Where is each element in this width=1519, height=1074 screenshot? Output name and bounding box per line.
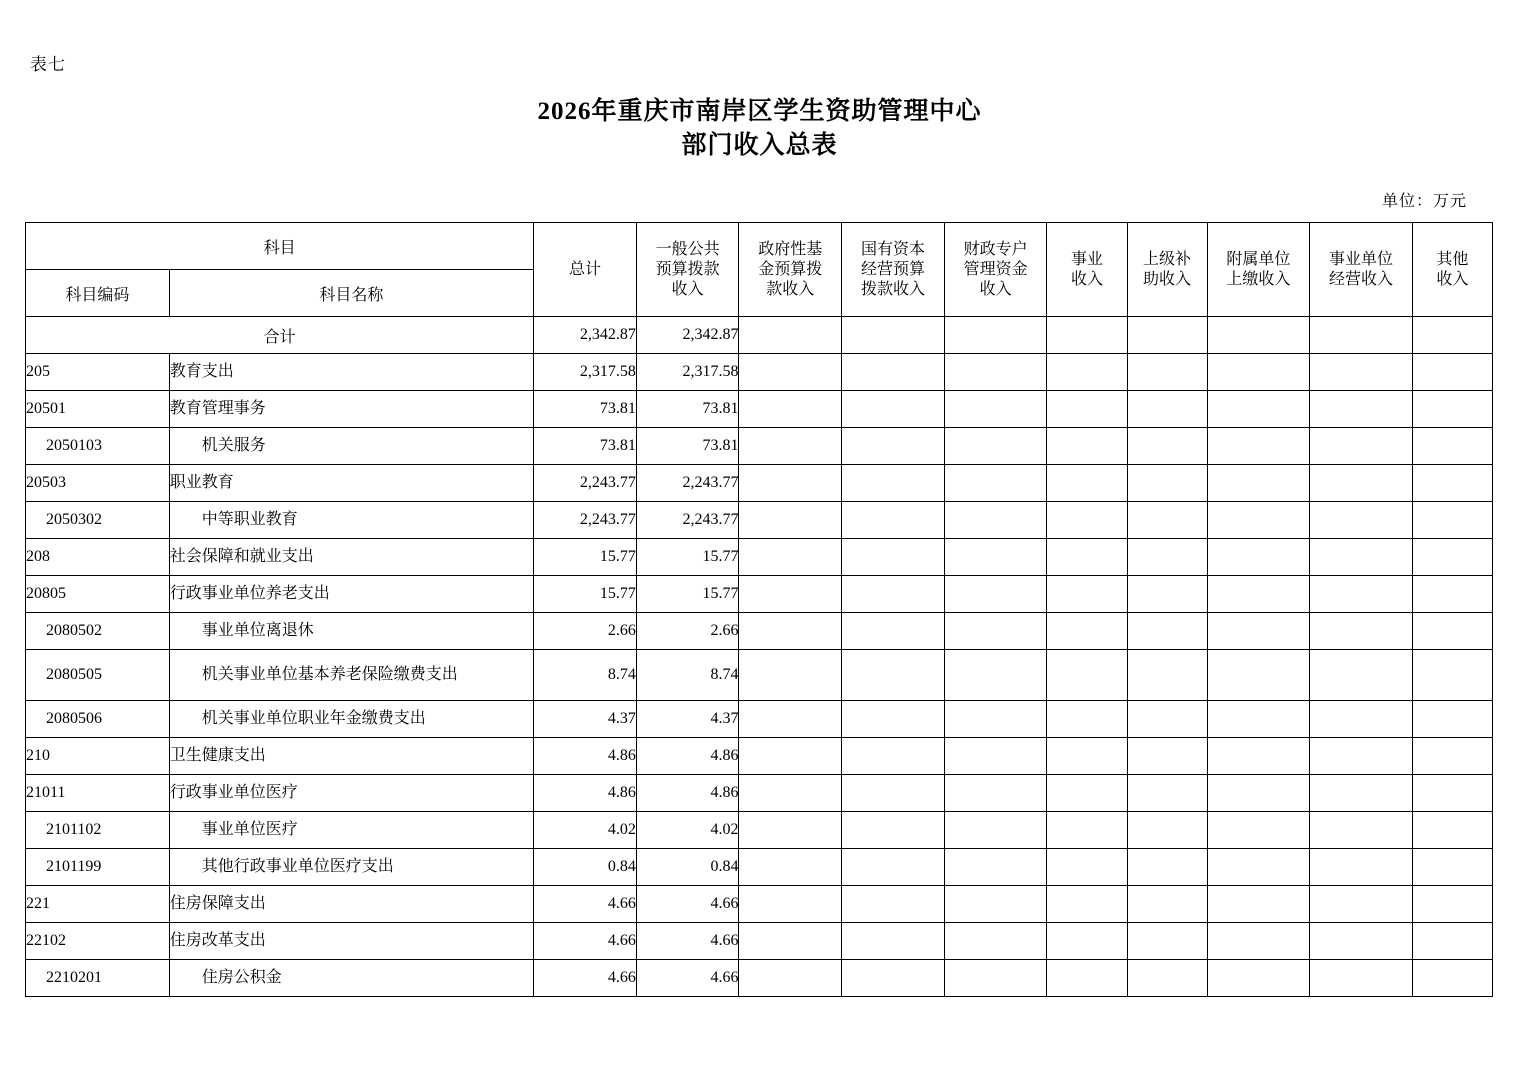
row-subject-name: 职业教育 <box>169 465 533 502</box>
row-subject-name: 事业单位医疗 <box>169 812 533 849</box>
row-business-operating-income <box>1310 465 1413 502</box>
row-gov-fund-budget <box>739 849 842 886</box>
row-superior-subsidy <box>1127 391 1207 428</box>
row-other-income <box>1412 775 1492 812</box>
row-business-operating-income <box>1310 502 1413 539</box>
table-row-total <box>26 317 1493 354</box>
row-other-income <box>1412 613 1492 650</box>
row-state-capital-budget <box>842 738 945 775</box>
row-gov-fund-budget <box>739 701 842 738</box>
total-row-label: 合计 <box>26 317 534 354</box>
row-gov-fund-budget <box>739 539 842 576</box>
row-subject-code: 22102 <box>26 923 170 960</box>
row-state-capital-budget <box>842 812 945 849</box>
header-col-fiscal-account-funds: 财政专户 管理资金 收入 <box>944 223 1047 317</box>
row-business-income <box>1047 775 1127 812</box>
row-subject-name: 卫生健康支出 <box>169 738 533 775</box>
row-subject-code: 205 <box>26 354 170 391</box>
row-business-operating-income <box>1310 428 1413 465</box>
row-subordinate-payment <box>1207 502 1310 539</box>
row-subject-code: 2080506 <box>26 701 170 738</box>
row-superior-subsidy <box>1127 465 1207 502</box>
table-header <box>26 223 1493 317</box>
header-col-other-income: 其他 收入 <box>1412 223 1492 317</box>
row-subordinate-payment <box>1207 576 1310 613</box>
row-total: 2,317.58 <box>534 354 637 391</box>
row-state-capital-budget <box>842 391 945 428</box>
row-fiscal-account-funds <box>944 539 1047 576</box>
row-other-income <box>1412 812 1492 849</box>
table-row <box>26 886 1493 923</box>
row-fiscal-account-funds <box>944 701 1047 738</box>
row-state-capital-budget <box>842 701 945 738</box>
row-total: 4.02 <box>534 812 637 849</box>
row-superior-subsidy <box>1127 539 1207 576</box>
row-state-capital-budget <box>842 650 945 701</box>
row-total: 4.66 <box>534 886 637 923</box>
row-total: 4.37 <box>534 701 637 738</box>
row-subordinate-payment <box>1207 849 1310 886</box>
row-gov-fund-budget <box>739 812 842 849</box>
row-fiscal-account-funds <box>944 775 1047 812</box>
total-row-business-operating-income <box>1310 317 1413 354</box>
row-subject-name: 教育支出 <box>169 354 533 391</box>
total-row-state-capital-budget <box>842 317 945 354</box>
row-business-income <box>1047 738 1127 775</box>
header-subject-name: 科目名称 <box>169 270 533 317</box>
row-business-operating-income <box>1310 701 1413 738</box>
header-subject-group: 科目 <box>26 223 534 270</box>
table-row <box>26 701 1493 738</box>
row-subject-name: 教育管理事务 <box>169 391 533 428</box>
row-subject-code: 208 <box>26 539 170 576</box>
row-superior-subsidy <box>1127 650 1207 701</box>
row-business-operating-income <box>1310 775 1413 812</box>
row-gov-fund-budget <box>739 960 842 997</box>
row-business-operating-income <box>1310 849 1413 886</box>
row-total: 8.74 <box>534 650 637 701</box>
header-col-business-income: 事业 收入 <box>1047 223 1127 317</box>
row-business-operating-income <box>1310 923 1413 960</box>
table-row <box>26 738 1493 775</box>
row-business-operating-income <box>1310 391 1413 428</box>
row-subject-code: 20503 <box>26 465 170 502</box>
table-row <box>26 775 1493 812</box>
row-general-public-budget: 8.74 <box>636 650 739 701</box>
total-row-total: 2,342.87 <box>534 317 637 354</box>
row-business-income <box>1047 701 1127 738</box>
row-subject-name: 中等职业教育 <box>169 502 533 539</box>
row-subject-name: 其他行政事业单位医疗支出 <box>169 849 533 886</box>
table-row <box>26 391 1493 428</box>
row-subordinate-payment <box>1207 428 1310 465</box>
table-row <box>26 576 1493 613</box>
row-subordinate-payment <box>1207 539 1310 576</box>
row-superior-subsidy <box>1127 354 1207 391</box>
row-superior-subsidy <box>1127 849 1207 886</box>
row-subject-name: 机关事业单位基本养老保险缴费支出 <box>169 650 533 701</box>
title-line-2: 部门收入总表 <box>681 132 838 159</box>
table-row <box>26 849 1493 886</box>
row-general-public-budget: 15.77 <box>636 539 739 576</box>
row-state-capital-budget <box>842 923 945 960</box>
row-general-public-budget: 73.81 <box>636 428 739 465</box>
header-col-business-operating-income: 事业单位 经营收入 <box>1310 223 1413 317</box>
row-superior-subsidy <box>1127 812 1207 849</box>
row-subordinate-payment <box>1207 701 1310 738</box>
row-general-public-budget: 2,317.58 <box>636 354 739 391</box>
title-line-1: 2026年重庆市南岸区学生资助管理中心 <box>537 98 982 125</box>
row-general-public-budget: 73.81 <box>636 391 739 428</box>
row-subject-name: 事业单位离退休 <box>169 613 533 650</box>
row-other-income <box>1412 465 1492 502</box>
row-subject-code: 2080505 <box>26 650 170 701</box>
row-general-public-budget: 4.86 <box>636 775 739 812</box>
row-gov-fund-budget <box>739 613 842 650</box>
row-total: 2.66 <box>534 613 637 650</box>
row-general-public-budget: 4.66 <box>636 923 739 960</box>
row-superior-subsidy <box>1127 502 1207 539</box>
row-fiscal-account-funds <box>944 576 1047 613</box>
row-business-operating-income <box>1310 886 1413 923</box>
row-subordinate-payment <box>1207 354 1310 391</box>
row-business-income <box>1047 886 1127 923</box>
row-subject-code: 20501 <box>26 391 170 428</box>
table-row <box>26 960 1493 997</box>
row-fiscal-account-funds <box>944 960 1047 997</box>
row-fiscal-account-funds <box>944 650 1047 701</box>
table-row <box>26 613 1493 650</box>
document-title <box>0 95 1519 163</box>
row-gov-fund-budget <box>739 354 842 391</box>
row-fiscal-account-funds <box>944 391 1047 428</box>
row-other-income <box>1412 849 1492 886</box>
row-subject-name: 机关事业单位职业年金缴费支出 <box>169 701 533 738</box>
row-subject-code: 2080502 <box>26 613 170 650</box>
header-subject-code: 科目编码 <box>26 270 170 317</box>
row-subject-name: 行政事业单位养老支出 <box>169 576 533 613</box>
row-superior-subsidy <box>1127 960 1207 997</box>
row-general-public-budget: 4.66 <box>636 886 739 923</box>
row-general-public-budget: 2,243.77 <box>636 465 739 502</box>
row-subordinate-payment <box>1207 738 1310 775</box>
row-business-operating-income <box>1310 354 1413 391</box>
row-state-capital-budget <box>842 960 945 997</box>
row-state-capital-budget <box>842 576 945 613</box>
header-col-general-public-budget: 一般公共 预算拨款 收入 <box>636 223 739 317</box>
row-subordinate-payment <box>1207 465 1310 502</box>
row-fiscal-account-funds <box>944 613 1047 650</box>
row-fiscal-account-funds <box>944 428 1047 465</box>
row-business-operating-income <box>1310 960 1413 997</box>
row-subordinate-payment <box>1207 650 1310 701</box>
row-subject-name: 行政事业单位医疗 <box>169 775 533 812</box>
row-state-capital-budget <box>842 428 945 465</box>
row-business-income <box>1047 465 1127 502</box>
row-business-income <box>1047 539 1127 576</box>
row-state-capital-budget <box>842 886 945 923</box>
row-business-operating-income <box>1310 613 1413 650</box>
row-business-income <box>1047 613 1127 650</box>
row-business-income <box>1047 960 1127 997</box>
row-subordinate-payment <box>1207 613 1310 650</box>
total-row-general-public-budget: 2,342.87 <box>636 317 739 354</box>
header-col-gov-fund-budget: 政府性基 金预算拨 款收入 <box>739 223 842 317</box>
row-business-income <box>1047 576 1127 613</box>
row-superior-subsidy <box>1127 775 1207 812</box>
row-other-income <box>1412 960 1492 997</box>
table-row <box>26 428 1493 465</box>
row-other-income <box>1412 391 1492 428</box>
row-subordinate-payment <box>1207 923 1310 960</box>
row-gov-fund-budget <box>739 886 842 923</box>
row-total: 2,243.77 <box>534 465 637 502</box>
row-gov-fund-budget <box>739 923 842 960</box>
row-total: 15.77 <box>534 539 637 576</box>
row-business-income <box>1047 354 1127 391</box>
row-subject-code: 2210201 <box>26 960 170 997</box>
row-subject-code: 2101102 <box>26 812 170 849</box>
row-fiscal-account-funds <box>944 886 1047 923</box>
row-superior-subsidy <box>1127 576 1207 613</box>
row-fiscal-account-funds <box>944 812 1047 849</box>
row-subordinate-payment <box>1207 886 1310 923</box>
row-gov-fund-budget <box>739 465 842 502</box>
row-general-public-budget: 15.77 <box>636 576 739 613</box>
row-subject-code: 221 <box>26 886 170 923</box>
row-gov-fund-budget <box>739 650 842 701</box>
header-col-superior-subsidy: 上级补 助收入 <box>1127 223 1207 317</box>
total-row-other-income <box>1412 317 1492 354</box>
row-business-income <box>1047 812 1127 849</box>
table-row <box>26 650 1493 701</box>
row-other-income <box>1412 428 1492 465</box>
row-gov-fund-budget <box>739 502 842 539</box>
total-row-gov-fund-budget <box>739 317 842 354</box>
row-state-capital-budget <box>842 775 945 812</box>
row-total: 4.86 <box>534 738 637 775</box>
row-subject-name: 住房保障支出 <box>169 886 533 923</box>
total-row-superior-subsidy <box>1127 317 1207 354</box>
row-state-capital-budget <box>842 354 945 391</box>
row-superior-subsidy <box>1127 738 1207 775</box>
header-row-1 <box>26 223 1493 270</box>
row-subject-name: 社会保障和就业支出 <box>169 539 533 576</box>
total-row-subordinate-payment <box>1207 317 1310 354</box>
row-general-public-budget: 4.02 <box>636 812 739 849</box>
row-business-operating-income <box>1310 738 1413 775</box>
table-row <box>26 812 1493 849</box>
row-subordinate-payment <box>1207 391 1310 428</box>
row-business-income <box>1047 391 1127 428</box>
row-superior-subsidy <box>1127 701 1207 738</box>
row-gov-fund-budget <box>739 775 842 812</box>
row-superior-subsidy <box>1127 923 1207 960</box>
row-total: 4.86 <box>534 775 637 812</box>
row-subordinate-payment <box>1207 812 1310 849</box>
row-general-public-budget: 2,243.77 <box>636 502 739 539</box>
row-gov-fund-budget <box>739 391 842 428</box>
row-other-income <box>1412 886 1492 923</box>
table-row <box>26 923 1493 960</box>
table-body <box>26 317 1493 997</box>
row-subject-code: 210 <box>26 738 170 775</box>
table-row <box>26 502 1493 539</box>
row-subordinate-payment <box>1207 960 1310 997</box>
row-fiscal-account-funds <box>944 738 1047 775</box>
row-other-income <box>1412 923 1492 960</box>
row-subject-name: 住房公积金 <box>169 960 533 997</box>
table-row <box>26 539 1493 576</box>
row-total: 0.84 <box>534 849 637 886</box>
row-gov-fund-budget <box>739 738 842 775</box>
row-superior-subsidy <box>1127 428 1207 465</box>
row-state-capital-budget <box>842 465 945 502</box>
row-business-income <box>1047 428 1127 465</box>
row-fiscal-account-funds <box>944 465 1047 502</box>
row-subject-code: 2050103 <box>26 428 170 465</box>
row-state-capital-budget <box>842 613 945 650</box>
row-total: 15.77 <box>534 576 637 613</box>
header-col-subordinate-payment: 附属单位 上缴收入 <box>1207 223 1310 317</box>
row-subject-name: 住房改革支出 <box>169 923 533 960</box>
row-total: 73.81 <box>534 428 637 465</box>
row-gov-fund-budget <box>739 576 842 613</box>
row-general-public-budget: 4.86 <box>636 738 739 775</box>
row-business-operating-income <box>1310 812 1413 849</box>
row-fiscal-account-funds <box>944 849 1047 886</box>
row-other-income <box>1412 738 1492 775</box>
unit-note: 单位：万元 <box>1381 193 1467 210</box>
row-subject-name: 机关服务 <box>169 428 533 465</box>
row-other-income <box>1412 354 1492 391</box>
row-subject-code: 21011 <box>26 775 170 812</box>
row-subject-code: 2050302 <box>26 502 170 539</box>
row-total: 4.66 <box>534 923 637 960</box>
header-col-total: 总计 <box>534 223 637 317</box>
total-row-business-income <box>1047 317 1127 354</box>
row-general-public-budget: 4.37 <box>636 701 739 738</box>
total-row-fiscal-account-funds <box>944 317 1047 354</box>
row-fiscal-account-funds <box>944 923 1047 960</box>
row-total: 2,243.77 <box>534 502 637 539</box>
row-superior-subsidy <box>1127 613 1207 650</box>
income-summary-table <box>25 222 1493 997</box>
row-business-operating-income <box>1310 539 1413 576</box>
row-total: 4.66 <box>534 960 637 997</box>
header-col-state-capital-budget: 国有资本 经营预算 拨款收入 <box>842 223 945 317</box>
row-state-capital-budget <box>842 849 945 886</box>
row-business-income <box>1047 849 1127 886</box>
table-row <box>26 465 1493 502</box>
row-subordinate-payment <box>1207 775 1310 812</box>
row-other-income <box>1412 650 1492 701</box>
row-business-operating-income <box>1310 650 1413 701</box>
row-business-income <box>1047 650 1127 701</box>
row-general-public-budget: 0.84 <box>636 849 739 886</box>
row-general-public-budget: 2.66 <box>636 613 739 650</box>
row-superior-subsidy <box>1127 886 1207 923</box>
row-state-capital-budget <box>842 539 945 576</box>
row-total: 73.81 <box>534 391 637 428</box>
row-subject-code: 20805 <box>26 576 170 613</box>
row-fiscal-account-funds <box>944 354 1047 391</box>
table-row <box>26 354 1493 391</box>
row-other-income <box>1412 502 1492 539</box>
row-business-operating-income <box>1310 576 1413 613</box>
row-gov-fund-budget <box>739 428 842 465</box>
row-other-income <box>1412 539 1492 576</box>
row-subject-code: 2101199 <box>26 849 170 886</box>
row-state-capital-budget <box>842 502 945 539</box>
row-other-income <box>1412 701 1492 738</box>
row-fiscal-account-funds <box>944 502 1047 539</box>
table-index-label: 表七 <box>30 55 66 74</box>
row-other-income <box>1412 576 1492 613</box>
row-general-public-budget: 4.66 <box>636 960 739 997</box>
row-business-income <box>1047 923 1127 960</box>
row-business-income <box>1047 502 1127 539</box>
